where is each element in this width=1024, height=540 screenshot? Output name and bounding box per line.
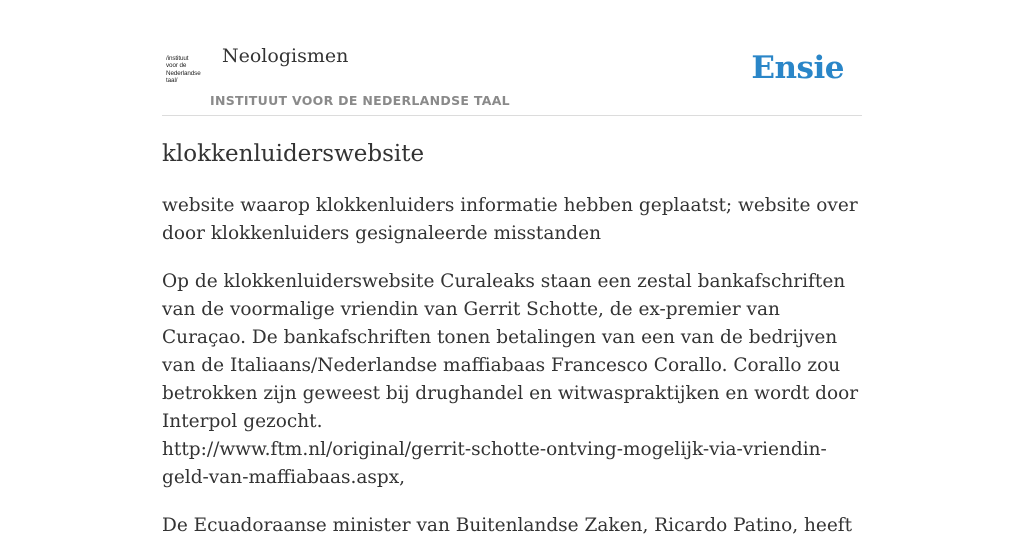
entry-example: Op de klokkenluiderswebsite Curaleaks staan een zestal bankafschriften van de voormalige vriendin van Gerrit Schotte, de ex-premier van Curaçao. De bankafschriften tonen betalingen van een van de bedrijven van de Italiaans/Nederlandse maffiabaas Francesco Corallo. Corallo zou betrokken zijn geweest bij drughandel en witwaspraktijken en wordt door Interpol gezocht. http://www.ftm.nl/original/gerrit-schotte-ontving-mogelijk-via-vriendin-geld-van-maffiabaas.aspx,: [162, 271, 859, 488]
logo-line: /instituut: [166, 55, 189, 62]
logo-line: voor de: [166, 62, 187, 70]
ivdnt-logo[interactable]: [166, 55, 208, 91]
entry-term: klokkenluiderswebsite: [162, 141, 425, 167]
site-name-link[interactable]: Neologismen: [222, 45, 349, 67]
logo-line: taal/: [166, 77, 178, 85]
entry-definition: website waarop klokkenluiders informatie hebben geplaatst; website over door klokkenluiders gesignaleerde misstanden: [162, 195, 858, 244]
entry-example: De Ecuadoraanse minister van Buitenlandse Zaken, Ricardo Patino, heeft: [162, 515, 853, 536]
entry-content: [162, 138, 862, 540]
organization-name: INSTITUUT VOOR DE NEDERLANDSE TAAL: [210, 93, 510, 108]
site-header: [162, 0, 862, 116]
logo-line: Nederlandse: [166, 69, 201, 77]
ensie-logo-link[interactable]: Ensie: [751, 50, 844, 86]
